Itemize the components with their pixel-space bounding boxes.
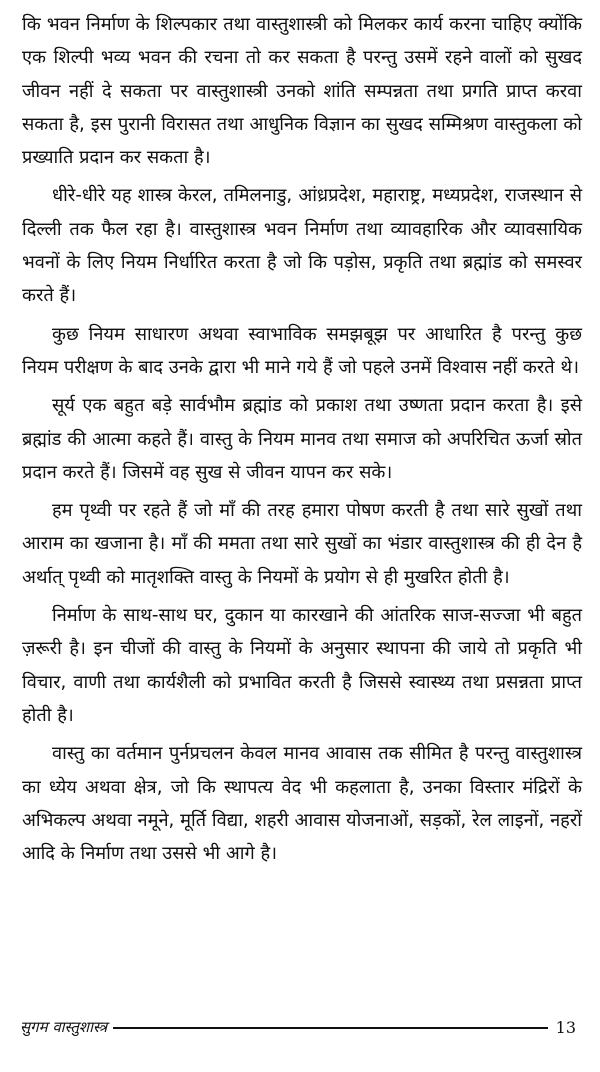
footer-rule-divider xyxy=(113,1027,548,1029)
paragraph-7: वास्तु का वर्तमान पुर्नप्रचलन केवल मानव आवास तक सीमित है परन्तु वास्तुशास्त्र का ध्येय अथवा क्षेत्र, जो कि स्थापत्य वेद भी कहलाता है, उनका विस्तार मंद्रिरों के अभिकल्प अथवा नमूने, मूर्ति विद्या, शहरी आवास योजनाओं, सड़कों, रेल लाइनों, नहरों आदि के निर्माण तथा उससे भी आगे है। xyxy=(22,743,582,865)
paragraph-4: सूर्य एक बहुत बड़े सार्वभौम ब्रह्मांड को प्रकाश तथा उष्णता प्रदान करता है। इसे ब्रह्मांड की आत्मा कहते हैं। वास्तु के नियम मानव तथा समाज को अपरिचित ऊर्जा स्रोत प्रदान करते हैं। जिसमें वह सुख से जीवन यापन कर सके। xyxy=(22,395,582,483)
paragraph-3: कुछ नियम साधारण अथवा स्वाभाविक समझबूझ पर आधारित है परन्तु कुछ नियम परीक्षण के बाद उनके द्वारा भी माने गये हैं जो पहले उनमें विश्वास नहीं करते थे। xyxy=(22,323,582,378)
paragraph-2: धीरे-धीरे यह शास्त्र केरल, तमिलनाडु, आंध्रप्रदेश, महाराष्ट्र, मध्यप्रदेश, राजस्थान से दिल्ली तक फैल रहा है। वास्तुशास्त्र भवन निर्माण तथा व्यावहारिक और व्यावसायिक भवनों के लिए नियम निर्धारित करता है जो कि पड़ोस, प्रकृति तथा ब्रह्मांड को समस्वर करते हैं। xyxy=(22,185,582,307)
paragraph-1: कि भवन निर्माण के शिल्पकार तथा वास्तुशास्त्री को मिलकर कार्य करना चाहिए क्योंकि एक शिल्पी भव्य भवन की रचना तो कर सकता है परन्तु उसमें रहने वालों को सुखद जीवन नहीं दे सकता पर वास्तुशास्त्री उनको शांति सम्पन्नता तथा प्रगति प्राप्त करवा सकता है, इस पुरानी विरासत तथा आधुनिक विज्ञान का सुखद सम्मिश्रण वास्तुकला को प्रख्याति प्रदान कर सकता है। xyxy=(22,14,582,169)
paragraph-6: निर्माण के साथ-साथ घर, दुकान या कारखाने की आंतरिक साज-सज्जा भी बहुत ज़रूरी है। इन चीजों की वास्तु के नियमों के अनुसार स्थापना की जाये तो प्रकृति भी विचार, वाणी तथा कार्यशैली को प्रभावित करती है जिससे स्वास्थ्य तथा प्रसन्नता प्राप्त होती है। xyxy=(22,605,582,726)
page-number: 13 xyxy=(555,1017,576,1037)
page-footer xyxy=(20,1013,576,1041)
page-body xyxy=(22,8,582,870)
paragraph-5: हम पृथ्वी पर रहते हैं जो माँ की तरह हमारा पोषण करती है तथा सारे सुखों तथा आराम का खजाना है। माँ की ममता तथा सारे सुखों का भंडार वास्तुशास्त्र की ही देन है अर्थात् पृथ्वी को मातृशक्ति वास्तु के नियमों के प्रयोग से ही मुखरित होती है। xyxy=(22,500,582,588)
running-footer-title: सुगम वास्तुशास्त्र xyxy=(20,1018,108,1036)
